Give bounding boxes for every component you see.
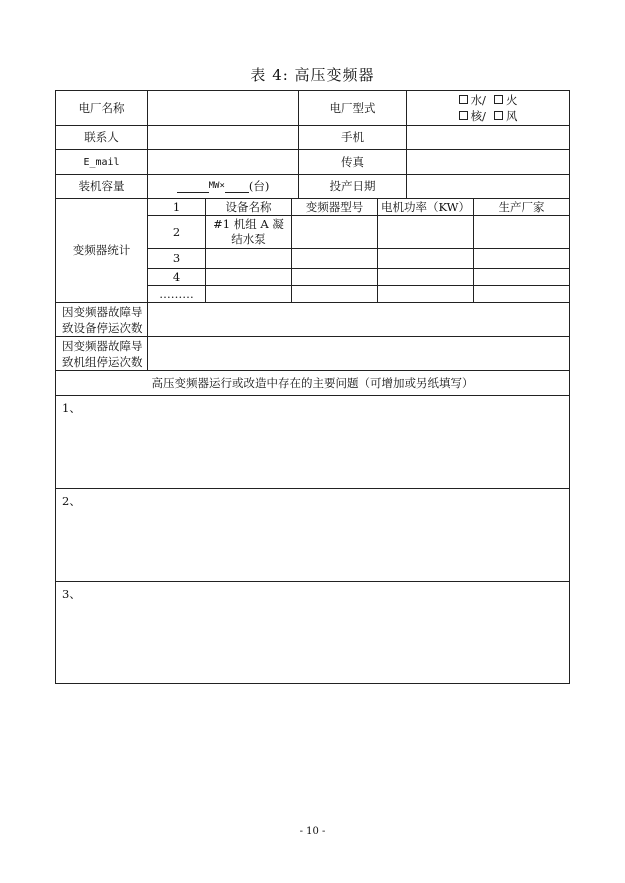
fax-field[interactable] bbox=[407, 150, 569, 174]
commission-date-label: 投产日期 bbox=[329, 179, 376, 193]
row-number: 4 bbox=[172, 269, 181, 284]
fault-equipment-label: 因变频器故障导致设备停运次数 bbox=[62, 304, 143, 335]
checkbox-thermal[interactable]: 火 bbox=[494, 92, 518, 108]
header-vfd-model: 变频器型号 bbox=[305, 199, 364, 214]
fault-units-label: 因变频器故障导致机组停运次数 bbox=[62, 338, 143, 369]
capacity-unit-count: (台) bbox=[248, 179, 270, 193]
device-name-cell[interactable]: #1 机组 A 凝结水泵 bbox=[213, 217, 284, 246]
header-motor-power: 电机功率（KW） bbox=[380, 199, 470, 214]
mobile-label: 手机 bbox=[341, 130, 364, 144]
problem-number: 2、 bbox=[62, 494, 81, 508]
vfd-model-cell[interactable] bbox=[292, 269, 377, 285]
mobile-field[interactable] bbox=[407, 126, 569, 149]
capacity-count-blank[interactable] bbox=[225, 181, 249, 193]
motor-power-cell[interactable] bbox=[378, 216, 473, 248]
header-device-name: 设备名称 bbox=[225, 199, 272, 214]
contact-field[interactable] bbox=[148, 126, 298, 149]
motor-power-cell[interactable] bbox=[378, 269, 473, 285]
manufacturer-cell[interactable] bbox=[474, 216, 569, 248]
checkbox-nuclear[interactable]: 核/ bbox=[459, 108, 486, 124]
manufacturer-cell[interactable] bbox=[474, 286, 569, 302]
page-title: 表 4: 高压变频器 bbox=[250, 66, 375, 84]
plant-type-label: 电厂型式 bbox=[329, 100, 376, 115]
problems-header: 高压变频器运行或改造中存在的主要问题（可增加或另纸填写） bbox=[151, 375, 474, 390]
problem-number: 1、 bbox=[62, 401, 81, 415]
device-name-cell[interactable] bbox=[206, 286, 291, 302]
capacity-label: 装机容量 bbox=[78, 179, 125, 193]
vfd-stats-label: 变频器统计 bbox=[72, 243, 131, 257]
plant-name-label: 电厂名称 bbox=[78, 100, 125, 115]
vfd-model-cell[interactable] bbox=[292, 249, 377, 268]
checkbox-wind[interactable]: 风 bbox=[494, 108, 518, 124]
vfd-model-cell[interactable] bbox=[292, 216, 377, 248]
table-border-bottom bbox=[55, 683, 570, 684]
capacity-unit-mw: MW× bbox=[208, 181, 225, 191]
vfd-model-cell[interactable] bbox=[292, 286, 377, 302]
row-number: 3 bbox=[172, 251, 181, 265]
row-number-ellipsis: ……… bbox=[159, 286, 194, 301]
email-field[interactable] bbox=[148, 150, 298, 174]
plant-type-options bbox=[407, 91, 569, 125]
problem-item-2[interactable] bbox=[56, 489, 569, 581]
motor-power-cell[interactable] bbox=[378, 249, 473, 268]
device-name-cell[interactable] bbox=[206, 269, 291, 285]
fault-units-field[interactable] bbox=[148, 337, 569, 370]
capacity-mw-blank[interactable] bbox=[177, 181, 209, 193]
fault-equipment-field[interactable] bbox=[148, 303, 569, 336]
plant-name-field[interactable] bbox=[148, 91, 298, 125]
manufacturer-cell[interactable] bbox=[474, 269, 569, 285]
row-number: 1 bbox=[172, 199, 181, 214]
problem-item-1[interactable] bbox=[56, 396, 569, 488]
row-number: 2 bbox=[172, 224, 181, 239]
table-border-right bbox=[569, 90, 570, 684]
header-manufacturer: 生产厂家 bbox=[498, 199, 545, 214]
capacity-field[interactable] bbox=[148, 175, 298, 198]
fax-label: 传真 bbox=[341, 154, 364, 169]
manufacturer-cell[interactable] bbox=[474, 249, 569, 268]
device-name-cell[interactable] bbox=[206, 249, 291, 268]
checkbox-hydro[interactable]: 水/ bbox=[459, 92, 486, 108]
email-label: E_mail bbox=[83, 156, 120, 168]
page-number: - 10 - bbox=[299, 826, 326, 837]
problem-item-3[interactable] bbox=[56, 582, 569, 683]
motor-power-cell[interactable] bbox=[378, 286, 473, 302]
contact-label: 联系人 bbox=[84, 130, 119, 144]
commission-date-field[interactable] bbox=[407, 175, 569, 198]
problem-number: 3、 bbox=[62, 587, 81, 601]
